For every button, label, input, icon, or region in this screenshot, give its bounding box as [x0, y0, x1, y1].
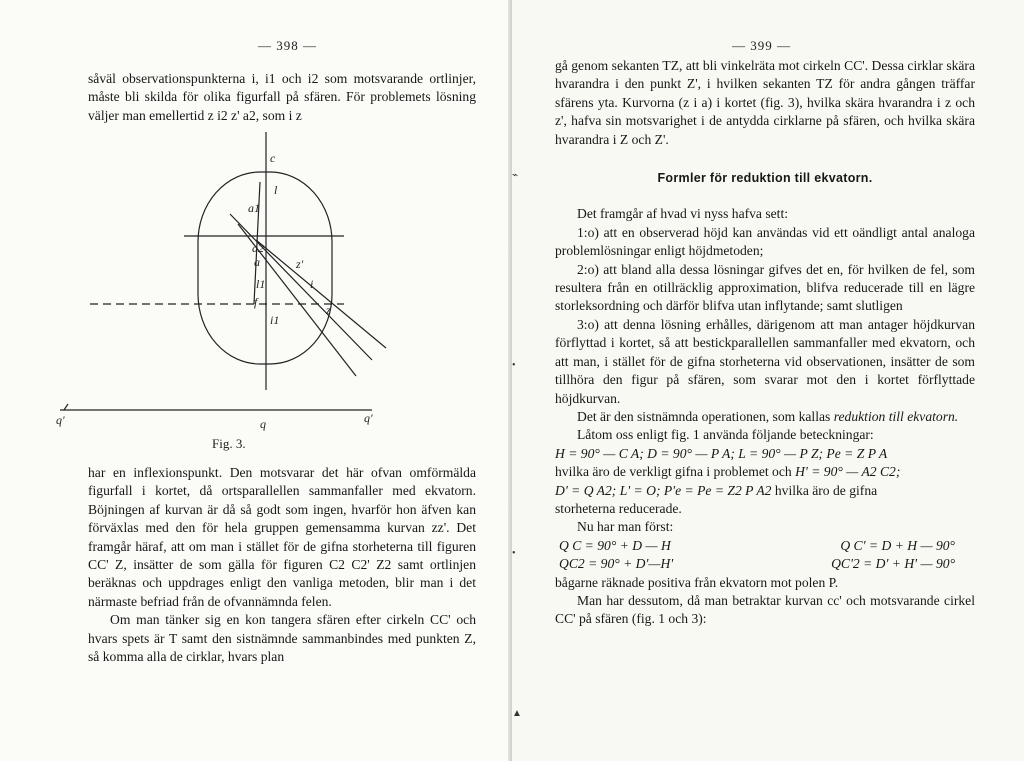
label-a2: a2 — [252, 241, 264, 255]
figure-caption: Fig. 3. — [212, 436, 246, 451]
label-q-left: q' — [56, 413, 65, 427]
left-paragraph-2: Om man tänker sig en kon tangera sfären efter cirkeln CC' och hvars spets är T samt den sistnämnde sammanbindes med punkten Z, så komma alla de cirklar, hvars plan — [88, 612, 476, 665]
right-paragraph-8 — [555, 482, 975, 500]
formula-2: D' = Q A2; L' = O; P'e = Pe = Z2 P A2 — [555, 482, 772, 498]
right-paragraph-7-text: hvilka äro de verkligt gifna i problemet och — [555, 464, 792, 480]
label-i: i — [310, 277, 314, 291]
margin-dot-3: ▲ — [512, 708, 522, 719]
equation-2-left: QC2 = 90° + D'—H' — [559, 556, 674, 572]
label-i1: i1 — [270, 313, 280, 327]
label-a: a — [254, 255, 260, 269]
margin-dot-2: • — [512, 548, 516, 559]
right-top-text: gå genom sekanten TZ, att bli vinkelräta mot cirkeln CC'. Dessa cirklar skära hvarandra i den punkt Z', i hvilken sekanten TZ för andra gången träffar sfärens yta. Kurvorna (z i a) i kortet (fig. 3), hvilka skära hvarandra i z och z', hafva sin motsvarighet i de antydda cirklarne på sfären, och hvilka skära hvarandra i Z och Z'. — [555, 58, 975, 147]
left-top-paragraph — [88, 70, 476, 125]
oval-curve — [198, 172, 332, 364]
label-z-prime: z' — [296, 257, 304, 271]
left-bottom-paragraphs — [88, 464, 476, 666]
right-paragraph-7-formula: H' = 90° — A2 C2; — [795, 464, 901, 480]
tick-left — [64, 404, 68, 410]
equation-row-2 — [555, 555, 975, 573]
page-number-left: — 398 — — [258, 38, 317, 53]
section-heading: Formler för reduktion till ekvatorn. — [657, 171, 873, 186]
right-paragraph-9: Nu har man först: — [577, 519, 674, 535]
right-paragraph-4: 3:o) att denna lösning erhålles, därigenom att man antager höjdkurvan förflyttad i kortet, så att bestickparallellen sammanfaller med ekvatorn, och att man, i stället för de gifna storheterna vid observationen, insätter de som tillhöra den figur på sfären, som svarar mot den i kortet förflyttade höjdkurvan. — [555, 316, 975, 406]
left-paragraph-1: har en inflexionspunkt. Den motsvarar det här ofvan omförmälda figurfall i kortet, då ortsparallellen sammanfaller med ekvatorn. Böjningen af kurvan är då så godt som ingen, hvarför hon äfven kan förväxlas med den för hela gruppen gemensamma kurvan zz'. Det framgår häraf, att om man i stället för de gifna storheterna till figuren CC' Z, insätter de som gälla för figuren C2 C2' Z2 samt ortlinjen beräknas och uppdrages enligt den vanliga metoden, blir man i det närmaste befriad från de ofvannämnda felen. — [88, 465, 476, 609]
right-paragraph-2: 1:o) att en observerad höjd kan användas vid ett oändligt antal analoga problemlösningar enligt höjdmetoden; — [555, 224, 975, 259]
margin-mark: ⌁ — [512, 170, 519, 181]
right-paragraph-6: Låtom oss enligt fig. 1 använda följande beteckningar: — [577, 427, 874, 443]
equation-2-right: QC'2 = D' + H' — 90° — [831, 556, 955, 572]
figure-3-diagram — [56, 128, 390, 458]
label-l-top: l — [274, 183, 278, 197]
label-f: f — [254, 295, 258, 309]
left-top-text: såväl observationspunkterna i, i1 och i2 som motsvarande ortlinjer, måste bli skilda för olika figurfall på sfären. För problemets lösning väljer man emellertid z i2 z' a2, som i z — [88, 71, 476, 123]
label-a1: a1 — [248, 201, 260, 215]
equation-1-right: Q C' = D + H — 90° — [840, 537, 955, 553]
right-paragraph-5 — [555, 408, 975, 426]
equation-1-left: Q C = 90° + D — H — [559, 537, 671, 553]
right-paragraph-7 — [555, 463, 975, 481]
right-paragraph-5-text: Det är den sistnämnda operationen, som kallas — [577, 408, 831, 424]
label-l-mid: l1 — [256, 277, 266, 291]
right-paragraph-10: bågarne räknade positiva från ekvatorn mot polen P. — [555, 574, 839, 590]
right-column — [555, 57, 975, 629]
right-paragraph-8-text: hvilka äro de gifna — [774, 482, 878, 498]
right-paragraph-1: Det framgår af hvad vi nyss hafva sett: — [577, 206, 789, 222]
right-paragraph-3: 2:o) att bland alla dessa lösningar gifves det en, för hvilken de fel, som resultera från en otillräcklig approximation, blifva reducerade till en lägre storleksordning och därför blifva utan inflytande; samt slutligen — [555, 261, 975, 314]
label-q-mid: q — [260, 417, 266, 431]
margin-dot-1: • — [512, 360, 516, 371]
page-number-right: — 399 — — [732, 38, 791, 53]
label-c: c — [270, 151, 276, 165]
right-paragraph-5-italic: reduktion till ekvatorn. — [833, 408, 959, 424]
right-paragraph-11: Man har dessutom, då man betraktar kurvan cc' och motsvarande cirkel CC' på sfären (fig. 1 och 3): — [555, 592, 975, 627]
formula-1: H = 90° — C A; D = 90° — P A; L = 90° — P Z; Pe = Z P A — [555, 445, 888, 461]
equation-row-1 — [555, 537, 975, 555]
right-paragraph-8b: storheterna reducerade. — [555, 500, 682, 516]
label-z: z — [326, 303, 331, 317]
label-q-right: q' — [364, 411, 373, 425]
